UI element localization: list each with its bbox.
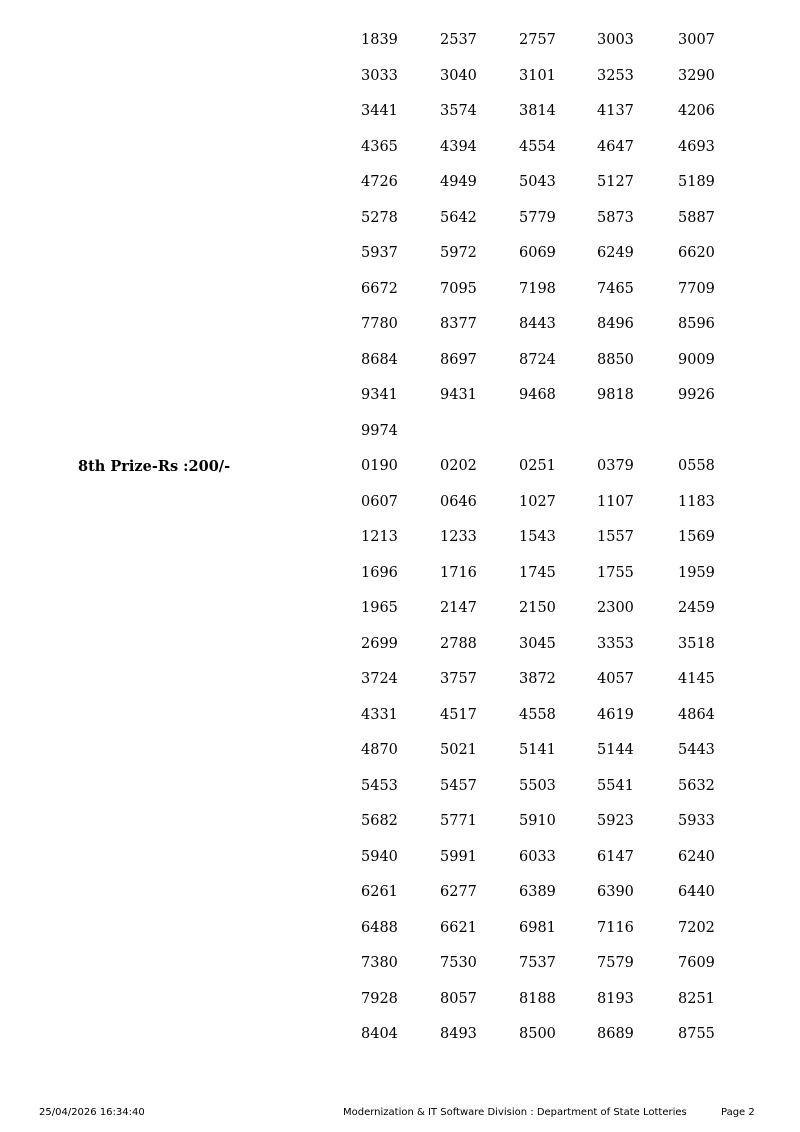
ticket-number: 5682 [361, 813, 398, 829]
ticket-number: 9009 [678, 351, 715, 368]
ticket-number: 1839 [361, 32, 398, 48]
ticket-number: 7095 [440, 280, 477, 297]
ticket-number: 3033 [361, 67, 398, 84]
ticket-number: 3007 [678, 32, 715, 48]
ticket-number: 1716 [440, 564, 477, 581]
ticket-number: 3040 [440, 67, 477, 84]
result-row [0, 414, 800, 450]
ticket-number: 4137 [597, 103, 634, 119]
ticket-number: 5933 [678, 813, 715, 829]
ticket-number: 7465 [597, 280, 634, 297]
ticket-number: 4647 [597, 138, 634, 155]
ticket-number: 4057 [597, 671, 634, 687]
ticket-number: 8850 [597, 351, 634, 368]
ticket-number: 5141 [519, 742, 556, 758]
ticket-number: 4365 [361, 138, 398, 155]
ticket-number: 8697 [440, 351, 477, 368]
ticket-number: 1569 [678, 529, 715, 545]
ticket-number: 5443 [678, 742, 715, 758]
ticket-number: 1696 [361, 564, 398, 581]
ticket-number: 5189 [678, 174, 715, 190]
ticket-number: 2150 [519, 600, 556, 616]
ticket-number: 6240 [678, 848, 715, 865]
ticket-number: 1755 [597, 564, 634, 581]
ticket-number: 2537 [440, 32, 477, 48]
ticket-number: 5503 [519, 777, 556, 794]
result-row [0, 343, 800, 379]
result-row [0, 23, 800, 59]
ticket-number: 9468 [519, 387, 556, 403]
page-footer [0, 1106, 800, 1120]
ticket-number: 0379 [597, 458, 634, 474]
ticket-number: 8493 [440, 1026, 477, 1042]
ticket-number: 0251 [519, 458, 556, 474]
result-row [0, 130, 800, 166]
ticket-number: 1745 [519, 564, 556, 581]
ticket-number: 3101 [519, 67, 556, 84]
ticket-number: 8251 [678, 990, 715, 1007]
ticket-number: 3441 [361, 103, 398, 119]
footer-timestamp: 25/04/2026 16:34:40 [39, 1107, 145, 1118]
ticket-number: 4394 [440, 138, 477, 155]
ticket-number: 8057 [440, 990, 477, 1007]
ticket-number: 5021 [440, 742, 477, 758]
ticket-number: 6277 [440, 884, 477, 900]
ticket-number: 8377 [440, 316, 477, 332]
result-row [0, 591, 800, 627]
ticket-number: 4619 [597, 706, 634, 723]
ticket-number: 4517 [440, 706, 477, 723]
result-row [0, 698, 800, 734]
ticket-number: 5923 [597, 813, 634, 829]
ticket-number: 4558 [519, 706, 556, 723]
ticket-number: 5127 [597, 174, 634, 190]
ticket-number: 1543 [519, 529, 556, 545]
ticket-number: 5972 [440, 245, 477, 261]
prize-label: 8th Prize-Rs :200/- [78, 458, 231, 475]
ticket-number: 5457 [440, 777, 477, 794]
results-list [0, 23, 800, 1053]
ticket-number: 6488 [361, 919, 398, 936]
ticket-number: 4145 [678, 671, 715, 687]
ticket-number: 1557 [597, 529, 634, 545]
ticket-number: 3045 [519, 635, 556, 652]
ticket-number: 8404 [361, 1026, 398, 1042]
ticket-number: 1183 [678, 493, 715, 510]
ticket-number: 1107 [597, 493, 634, 510]
ticket-number: 8684 [361, 351, 398, 368]
ticket-number: 5991 [440, 848, 477, 865]
result-row [0, 201, 800, 237]
ticket-number: 7380 [361, 955, 398, 971]
ticket-number: 5453 [361, 777, 398, 794]
result-row [0, 94, 800, 130]
ticket-number: 3253 [597, 67, 634, 84]
ticket-number: 1965 [361, 600, 398, 616]
ticket-number: 8443 [519, 316, 556, 332]
ticket-number: 7202 [678, 919, 715, 936]
ticket-number: 0646 [440, 493, 477, 510]
ticket-number: 7198 [519, 280, 556, 297]
ticket-number: 8193 [597, 990, 634, 1007]
ticket-number: 6672 [361, 280, 398, 297]
ticket-number: 0202 [440, 458, 477, 474]
result-row [0, 875, 800, 911]
ticket-number: 9974 [361, 422, 398, 439]
ticket-number: 8724 [519, 351, 556, 368]
result-row [0, 378, 800, 414]
result-row [0, 911, 800, 947]
ticket-number: 5771 [440, 813, 477, 829]
ticket-number: 5541 [597, 777, 634, 794]
ticket-number: 3724 [361, 671, 398, 687]
ticket-number: 8500 [519, 1026, 556, 1042]
result-row [0, 840, 800, 876]
footer-page-number: Page 2 [721, 1107, 755, 1118]
ticket-number: 4331 [361, 706, 398, 723]
result-row [0, 307, 800, 343]
result-row [0, 236, 800, 272]
ticket-number: 7530 [440, 955, 477, 971]
ticket-number: 5910 [519, 813, 556, 829]
ticket-number: 4693 [678, 138, 715, 155]
ticket-number: 2147 [440, 600, 477, 616]
result-row [0, 272, 800, 308]
ticket-number: 3814 [519, 103, 556, 119]
footer-organization: Modernization & IT Software Division : Department of State Lotteries [343, 1107, 687, 1118]
result-row [0, 449, 800, 485]
ticket-number: 1213 [361, 529, 398, 545]
ticket-number: 5937 [361, 245, 398, 261]
ticket-number: 5632 [678, 777, 715, 794]
ticket-number: 0558 [678, 458, 715, 474]
ticket-number: 7609 [678, 955, 715, 971]
ticket-number: 5278 [361, 209, 398, 226]
result-row [0, 804, 800, 840]
ticket-number: 4864 [678, 706, 715, 723]
ticket-number: 5642 [440, 209, 477, 226]
ticket-number: 6033 [519, 848, 556, 865]
ticket-number: 6249 [597, 245, 634, 261]
ticket-number: 3353 [597, 635, 634, 652]
ticket-number: 1233 [440, 529, 477, 545]
result-row [0, 733, 800, 769]
ticket-number: 6261 [361, 884, 398, 900]
ticket-number: 6147 [597, 848, 634, 865]
ticket-number: 5779 [519, 209, 556, 226]
ticket-number: 6620 [678, 245, 715, 261]
result-row [0, 520, 800, 556]
ticket-number: 3290 [678, 67, 715, 84]
ticket-number: 6389 [519, 884, 556, 900]
ticket-number: 2757 [519, 32, 556, 48]
ticket-number: 2459 [678, 600, 715, 616]
ticket-number: 8755 [678, 1026, 715, 1042]
ticket-number: 8496 [597, 316, 634, 332]
ticket-number: 9341 [361, 387, 398, 403]
result-row [0, 165, 800, 201]
ticket-number: 7928 [361, 990, 398, 1007]
ticket-number: 0607 [361, 493, 398, 510]
ticket-number: 5873 [597, 209, 634, 226]
ticket-number: 1027 [519, 493, 556, 510]
ticket-number: 2788 [440, 635, 477, 652]
ticket-number: 7780 [361, 316, 398, 332]
ticket-number: 7579 [597, 955, 634, 971]
ticket-number: 8596 [678, 316, 715, 332]
ticket-number: 5043 [519, 174, 556, 190]
ticket-number: 4726 [361, 174, 398, 190]
ticket-number: 6981 [519, 919, 556, 936]
ticket-number: 6621 [440, 919, 477, 936]
ticket-number: 6069 [519, 245, 556, 261]
ticket-number: 9431 [440, 387, 477, 403]
result-row [0, 59, 800, 95]
ticket-number: 8188 [519, 990, 556, 1007]
ticket-number: 5144 [597, 742, 634, 758]
ticket-number: 5940 [361, 848, 398, 865]
ticket-number: 3872 [519, 671, 556, 687]
ticket-number: 4949 [440, 174, 477, 190]
ticket-number: 3003 [597, 32, 634, 48]
ticket-number: 7537 [519, 955, 556, 971]
ticket-number: 2300 [597, 600, 634, 616]
ticket-number: 4870 [361, 742, 398, 758]
ticket-number: 6390 [597, 884, 634, 900]
result-row [0, 769, 800, 805]
ticket-number: 9926 [678, 387, 715, 403]
ticket-number: 4206 [678, 103, 715, 119]
ticket-number: 4554 [519, 138, 556, 155]
ticket-number: 8689 [597, 1026, 634, 1042]
result-row [0, 662, 800, 698]
result-row [0, 946, 800, 982]
ticket-number: 7116 [597, 919, 634, 936]
ticket-number: 7709 [678, 280, 715, 297]
ticket-number: 6440 [678, 884, 715, 900]
result-row [0, 1017, 800, 1053]
result-row [0, 556, 800, 592]
ticket-number: 3574 [440, 103, 477, 119]
result-row [0, 485, 800, 521]
ticket-number: 3757 [440, 671, 477, 687]
result-row [0, 982, 800, 1018]
result-row [0, 627, 800, 663]
ticket-number: 0190 [361, 458, 398, 474]
ticket-number: 9818 [597, 387, 634, 403]
ticket-number: 1959 [678, 564, 715, 581]
ticket-number: 3518 [678, 635, 715, 652]
ticket-number: 5887 [678, 209, 715, 226]
ticket-number: 2699 [361, 635, 398, 652]
